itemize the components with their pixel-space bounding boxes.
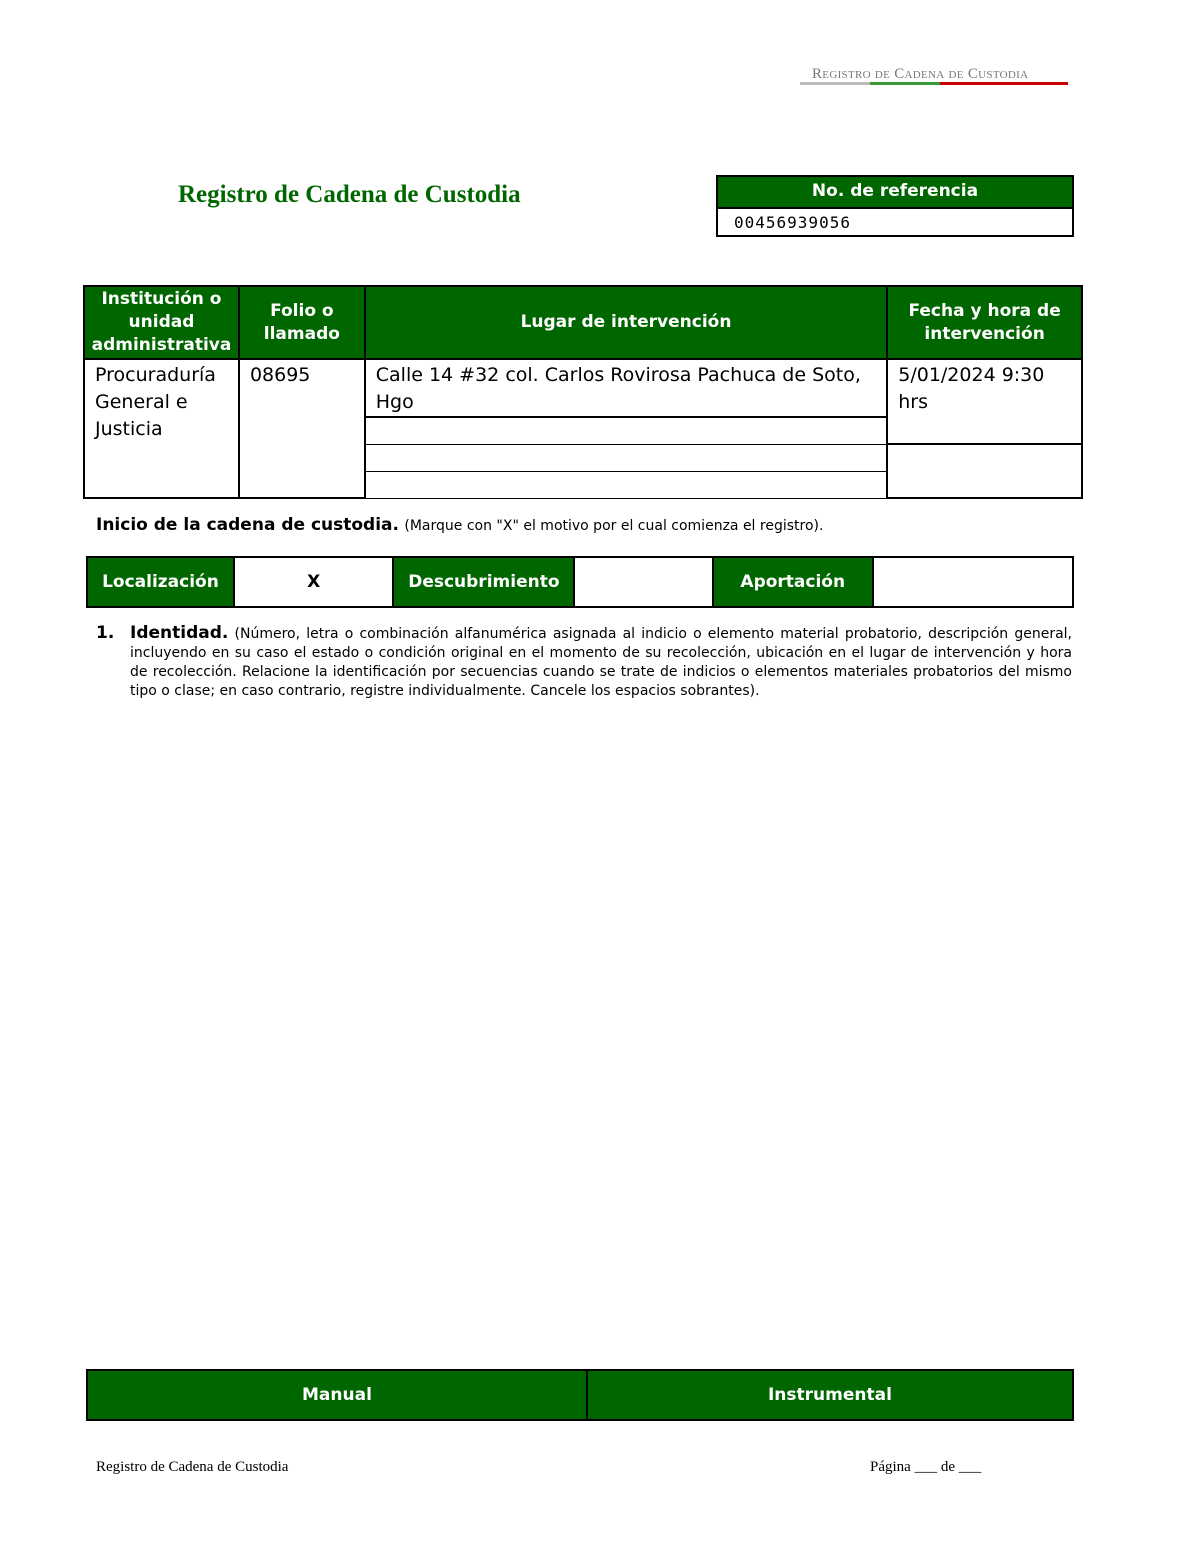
method-table — [86, 1369, 1074, 1421]
identidad-section — [96, 624, 1072, 701]
footer-page-number: Página ___ de ___ — [870, 1459, 982, 1475]
method-instrumental: Instrumental — [587, 1370, 1073, 1420]
reference-value: 00456939056 — [734, 213, 851, 232]
page-title: Registro de Cadena de Custodia — [178, 181, 521, 208]
place-empty-row — [365, 444, 887, 471]
header-place: Lugar de intervención — [365, 286, 887, 359]
option-localizacion-mark[interactable]: X — [234, 557, 394, 607]
inicio-note: (Marque con "X" el motivo por el cual comienza el registro). — [404, 518, 824, 534]
place-empty-row — [365, 417, 887, 444]
logo-bar-green — [870, 82, 940, 85]
option-aportacion-mark[interactable] — [873, 557, 1073, 607]
header-logo-text: Registro de Cadena de Custodia — [812, 66, 1029, 82]
option-descubrimiento-mark[interactable] — [574, 557, 713, 607]
logo-bar-gray — [800, 82, 870, 85]
footer-doc-name: Registro de Cadena de Custodia — [96, 1459, 289, 1475]
folio-value: 08695 — [239, 359, 365, 498]
intervention-table — [83, 285, 1083, 499]
place-empty-row — [365, 471, 887, 498]
logo-bar-red — [940, 82, 1068, 85]
header-folio: Folio o llamado — [239, 286, 365, 359]
inicio-label: Inicio de la cadena de custodia. — [96, 515, 399, 535]
identidad-number: 1. — [96, 623, 115, 643]
option-localizacion-label: Localización — [87, 557, 234, 607]
inicio-section — [96, 515, 823, 535]
method-manual: Manual — [87, 1370, 587, 1420]
reference-box — [716, 175, 1074, 237]
option-aportacion-label: Aportación — [713, 557, 873, 607]
header-institution: Institución o unidad administrativa — [84, 286, 239, 359]
identidad-text: (Número, letra o combinación alfanumérica asignada al indicio o elemento material probatorio, descripción general, incluyendo en su caso el estado o condición original en el momento de su recolección, ubicación en el lugar de intervención y hora de recolección. Relacione la identificación por secuencias cuando se trate de indicios o elementos materiales probatorios del mismo tipo o clase; en caso contrario, registre individualmente. Cancele los espacios sobrantes). — [130, 626, 1072, 699]
institution-value: Procuraduría General e Justicia — [84, 359, 239, 498]
place-value: Calle 14 #32 col. Carlos Rovirosa Pachuca de Soto, Hgo — [365, 359, 887, 417]
header-datetime: Fecha y hora de intervención — [887, 286, 1082, 359]
option-descubrimiento-label: Descubrimiento — [393, 557, 574, 607]
datetime-empty-cell — [887, 444, 1082, 498]
datetime-value: 5/01/2024 9:30 hrs — [887, 359, 1082, 444]
start-options-table — [86, 556, 1074, 608]
identidad-label: Identidad. — [130, 623, 229, 643]
reference-label: No. de referencia — [718, 177, 1072, 209]
